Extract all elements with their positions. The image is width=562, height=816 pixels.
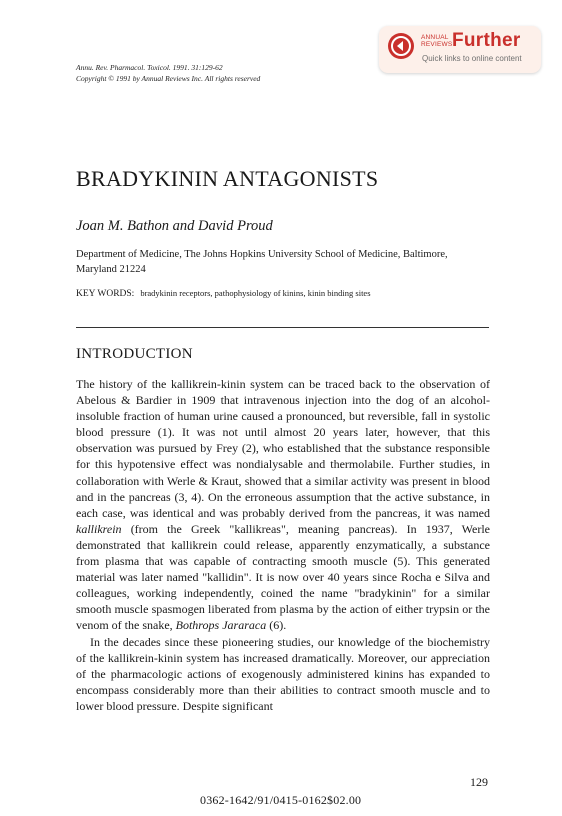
article-authors: Joan M. Bathon and David Proud bbox=[76, 218, 273, 234]
journal-citation bbox=[76, 62, 260, 84]
author-affiliation: Department of Medicine, The Johns Hopkins University School of Medicine, Baltimore, Maryland 21224 bbox=[76, 249, 448, 275]
badge-publisher: ANNUAL REVIEWS bbox=[421, 34, 453, 48]
badge-further-label: Further bbox=[452, 30, 521, 51]
citation-line: Annu. Rev. Pharmacol. Toxicol. 1991. 31:129-62 bbox=[76, 63, 223, 72]
further-badge[interactable] bbox=[379, 26, 541, 73]
copyright-line: Copyright © 1991 by Annual Reviews Inc. All rights reserved bbox=[76, 74, 261, 83]
article-title: BRADYKININ ANTAGONISTS bbox=[76, 166, 379, 191]
section-heading: INTRODUCTION bbox=[76, 346, 193, 362]
footer-code: 0362-1642/91/0415-0162$02.00 bbox=[200, 793, 362, 807]
badge-subtitle: Quick links to online content bbox=[422, 54, 522, 63]
paragraph-1: The history of the kallikrein-kinin system can be traced back to the observation of Abelous & Bardier in 1909 that intravenous injection into the dog of an alcohol-insoluble fraction of human urine caused a pronounced, but reversible, fall in systolic blood pressure (1). It was not until almost 20 years later, however, that this observation was pursued by Frey (2), who established that the substance responsible for this hypotensive effect was nondialysable and thermolabile. Further studies, in collaboration with Werle & Kraut, showed that a similar activity was present in blood and in the pancreas (3, 4). On the erroneous assumption that the active substance, in each case, was identical and was probably derived from the pancreas, it was named kallikrein (from the Greek "kallikreas", meaning pancreas). In 1937, Werle demonstrated that kallikrein could release, apparently enzymatically, a substance from plasma that was capable of contracting smooth muscle (5). This generated material was later named "kallidin". It is now over 40 years since Rocha e Silva and colleagues, working independently, coined the name "bradykinin" for a similar smooth muscle spasmogen liberated from plasma by the action of either trypsin or the venom of the snake, Bothrops Jararaca (6). bbox=[76, 377, 490, 633]
play-circle-icon bbox=[388, 33, 414, 59]
page-number: 129 bbox=[470, 775, 488, 789]
article-body bbox=[76, 376, 490, 714]
section-divider bbox=[76, 327, 489, 328]
keywords-label: KEY WORDS: bbox=[76, 289, 135, 299]
keywords bbox=[76, 288, 371, 299]
keywords-values: bradykinin receptors, pathophysiology of kinins, kinin binding sites bbox=[140, 288, 371, 298]
paragraph-2: In the decades since these pioneering studies, our knowledge of the biochemistry of the kallikrein-kinin system has increased dramatically. Moreover, our appreciation of the pharmacologic actions of exogenously administered kinins has expanded to encompass considerably more than their abilities to contract smooth muscle and to lower blood pressure. Despite significant bbox=[76, 634, 490, 713]
